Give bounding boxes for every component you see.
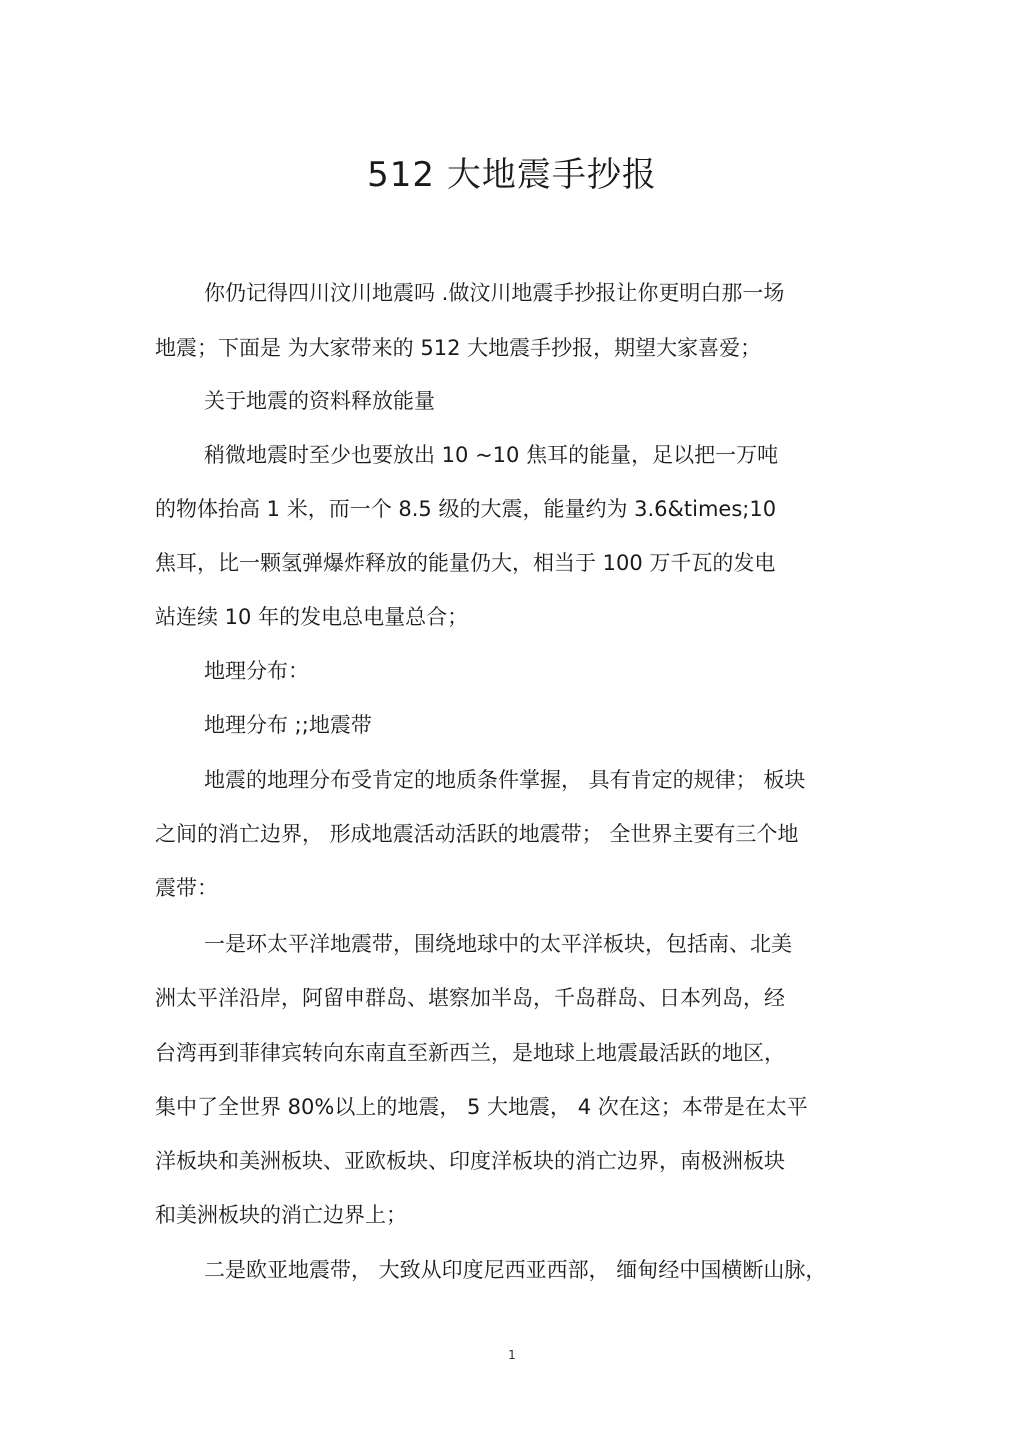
text-line-1: 你仍记得四川汶川地震吗 .做汶川地震手抄报让你更明白那一场 <box>204 281 785 305</box>
text-line-7: 站连续 10 年的发电总电量总合； <box>155 605 469 629</box>
text-line-13: 一是环太平洋地震带，围绕地球中的太平洋板块，包括南、北美 <box>204 932 792 956</box>
text-line-18: 和美洲板块的消亡边界上； <box>155 1203 407 1227</box>
text-line-6: 焦耳，比一颗氢弹爆炸释放的能量仍大，相当于 100 万千瓦的发电 <box>155 551 776 575</box>
page-number: 1 <box>508 1348 516 1362</box>
text-line-9: 地理分布 ;;地震带 <box>204 713 372 737</box>
page-title: 512 大地震手抄报 <box>367 155 657 195</box>
text-line-16: 集中了全世界 80%以上的地震， 5 大地震， 4 次在这；本带是在太平 <box>155 1095 808 1119</box>
text-line-10: 地震的地理分布受肯定的地质条件掌握， 具有肯定的规律； 板块 <box>204 768 806 792</box>
text-line-11: 之间的消亡边界， 形成地震活动活跃的地震带； 全世界主要有三个地 <box>155 822 799 846</box>
text-line-17: 洋板块和美洲板块、亚欧板块、印度洋板块的消亡边界，南极洲板块 <box>155 1149 785 1173</box>
text-line-15: 台湾再到菲律宾转向东南直至新西兰，是地球上地震最活跃的地区， <box>155 1041 785 1065</box>
text-line-12: 震带： <box>155 876 218 900</box>
text-line-8: 地理分布： <box>204 659 309 683</box>
text-line-3: 关于地震的资料释放能量 <box>204 389 435 413</box>
text-line-2: 地震；下面是 为大家带来的 512 大地震手抄报，期望大家喜爱； <box>155 336 762 360</box>
text-line-5: 的物体抬高 1 米，而一个 8.5 级的大震，能量约为 3.6&times;10 <box>155 497 777 521</box>
text-line-14: 洲太平洋沿岸，阿留申群岛、堪察加半岛，千岛群岛、日本列岛，经 <box>155 986 785 1010</box>
text-line-19: 二是欧亚地震带， 大致从印度尼西亚西部， 缅甸经中国横断山脉， <box>204 1258 827 1282</box>
text-line-4: 稍微地震时至少也要放出 10 ~10 焦耳的能量，足以把一万吨 <box>204 443 779 467</box>
